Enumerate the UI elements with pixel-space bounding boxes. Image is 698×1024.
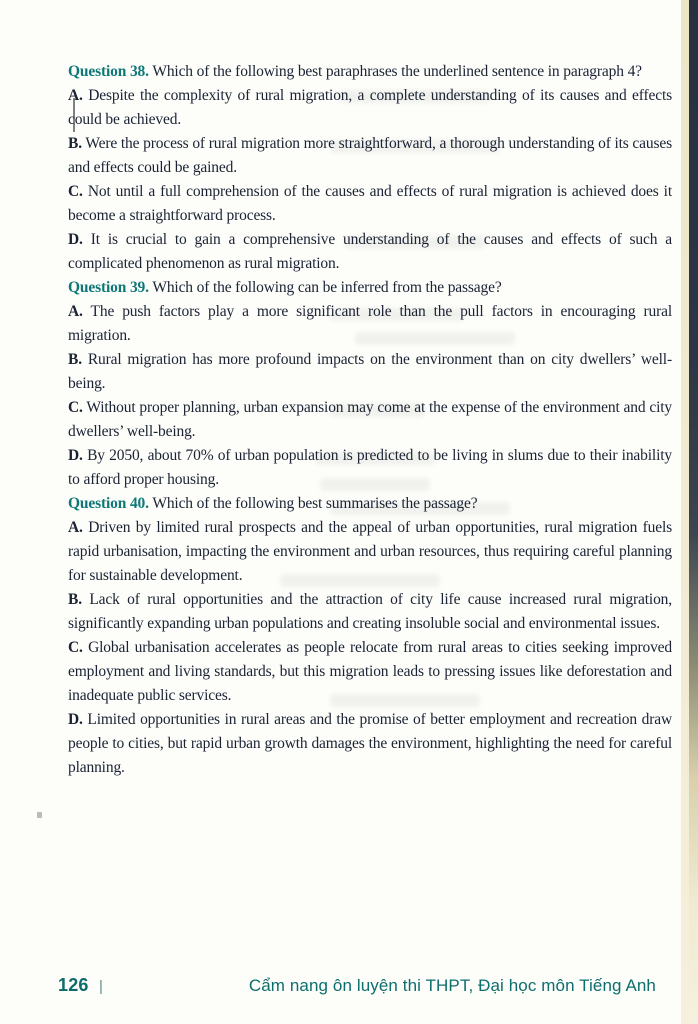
option-text: Limited opportunities in rural areas and the promise of better employment and recreation draw people to cities, but rapid urban growth damages the environment, highlighting the need for careful planning. (68, 711, 672, 776)
scanned-page-edge-shadow (689, 0, 698, 1024)
option-label: D. (68, 231, 83, 248)
question-39-heading (68, 276, 672, 300)
option-label: D. (68, 447, 83, 464)
q39-option-c (68, 396, 672, 444)
question-number: Question 39. (68, 279, 149, 296)
page-number-divider: | (99, 978, 103, 995)
q38-option-c (68, 180, 672, 228)
questions-area (68, 60, 672, 780)
option-label: C. (68, 399, 83, 416)
q38-option-d (68, 228, 672, 276)
question-40-heading (68, 492, 672, 516)
option-text: Without proper planning, urban expansion may come at the expense of the environment and city dwellers’ well-being. (68, 399, 672, 440)
option-text: Despite the complexity of rural migration, a complete understanding of its causes and effects could be achieved. (68, 87, 673, 128)
option-label: C. (68, 639, 83, 656)
question-number: Question 40. (68, 495, 149, 512)
option-label: B. (68, 135, 82, 152)
q38-option-a (68, 84, 672, 132)
option-text: It is crucial to gain a comprehensive understanding of the causes and effects of such a complicated phenomenon as rural migration. (68, 231, 672, 272)
q40-option-c (68, 636, 672, 708)
option-text: Lack of rural opportunities and the attraction of city life cause increased rural migration, significantly expanding urban populations and creating insoluble social and environmental issues. (68, 591, 672, 632)
q39-option-a (68, 300, 672, 348)
option-text: By 2050, about 70% of urban population is predicted to be living in slums due to their inability to afford proper housing. (68, 447, 672, 488)
question-prompt: Which of the following best summarises the passage? (152, 495, 478, 512)
book-title: Cẩm nang ôn luyện thi THPT, Đại học môn Tiếng Anh (248, 976, 656, 995)
q40-option-b (68, 588, 672, 636)
question-number: Question 38. (68, 63, 149, 80)
option-label: A. (68, 303, 83, 320)
question-prompt: Which of the following best paraphrases the underlined sentence in paragraph 4? (152, 63, 642, 80)
q40-option-a (68, 516, 672, 588)
option-text: Rural migration has more profound impacts on the environment than on city dwellers’ well-being. (68, 351, 672, 392)
option-text: Global urbanisation accelerates as people relocate from rural areas to cities seeking improved employment and living standards, but this migration leads to pressing issues like deforestation and inadequate public services. (68, 639, 672, 704)
option-label: A. (68, 519, 83, 536)
page-number: 126 (58, 975, 89, 995)
option-label: A. (68, 87, 83, 104)
q39-option-d (68, 444, 672, 492)
option-text: Not until a full comprehension of the causes and effects of rural migration is achieved does it become a straightforward process. (68, 183, 672, 224)
question-prompt: Which of the following can be inferred from the passage? (152, 279, 502, 296)
q39-option-b (68, 348, 672, 396)
q38-option-b (68, 132, 672, 180)
option-text: Driven by limited rural prospects and the appeal of urban opportunities, rural migration fuels rapid urbanisation, impacting the environment and urban resources, thus requiring careful planning for sustainable development. (68, 519, 672, 584)
option-label: B. (68, 351, 82, 368)
option-label: D. (68, 711, 83, 728)
option-text: Were the process of rural migration more straightforward, a thorough understanding of its causes and effects could be gained. (68, 135, 672, 176)
question-38-heading (68, 60, 672, 84)
q40-option-d (68, 708, 672, 780)
option-label: B. (68, 591, 82, 608)
ink-speck-artifact (37, 812, 42, 818)
option-label: C. (68, 183, 83, 200)
option-text: The push factors play a more significant role than the pull factors in encouraging rural migration. (68, 303, 672, 344)
